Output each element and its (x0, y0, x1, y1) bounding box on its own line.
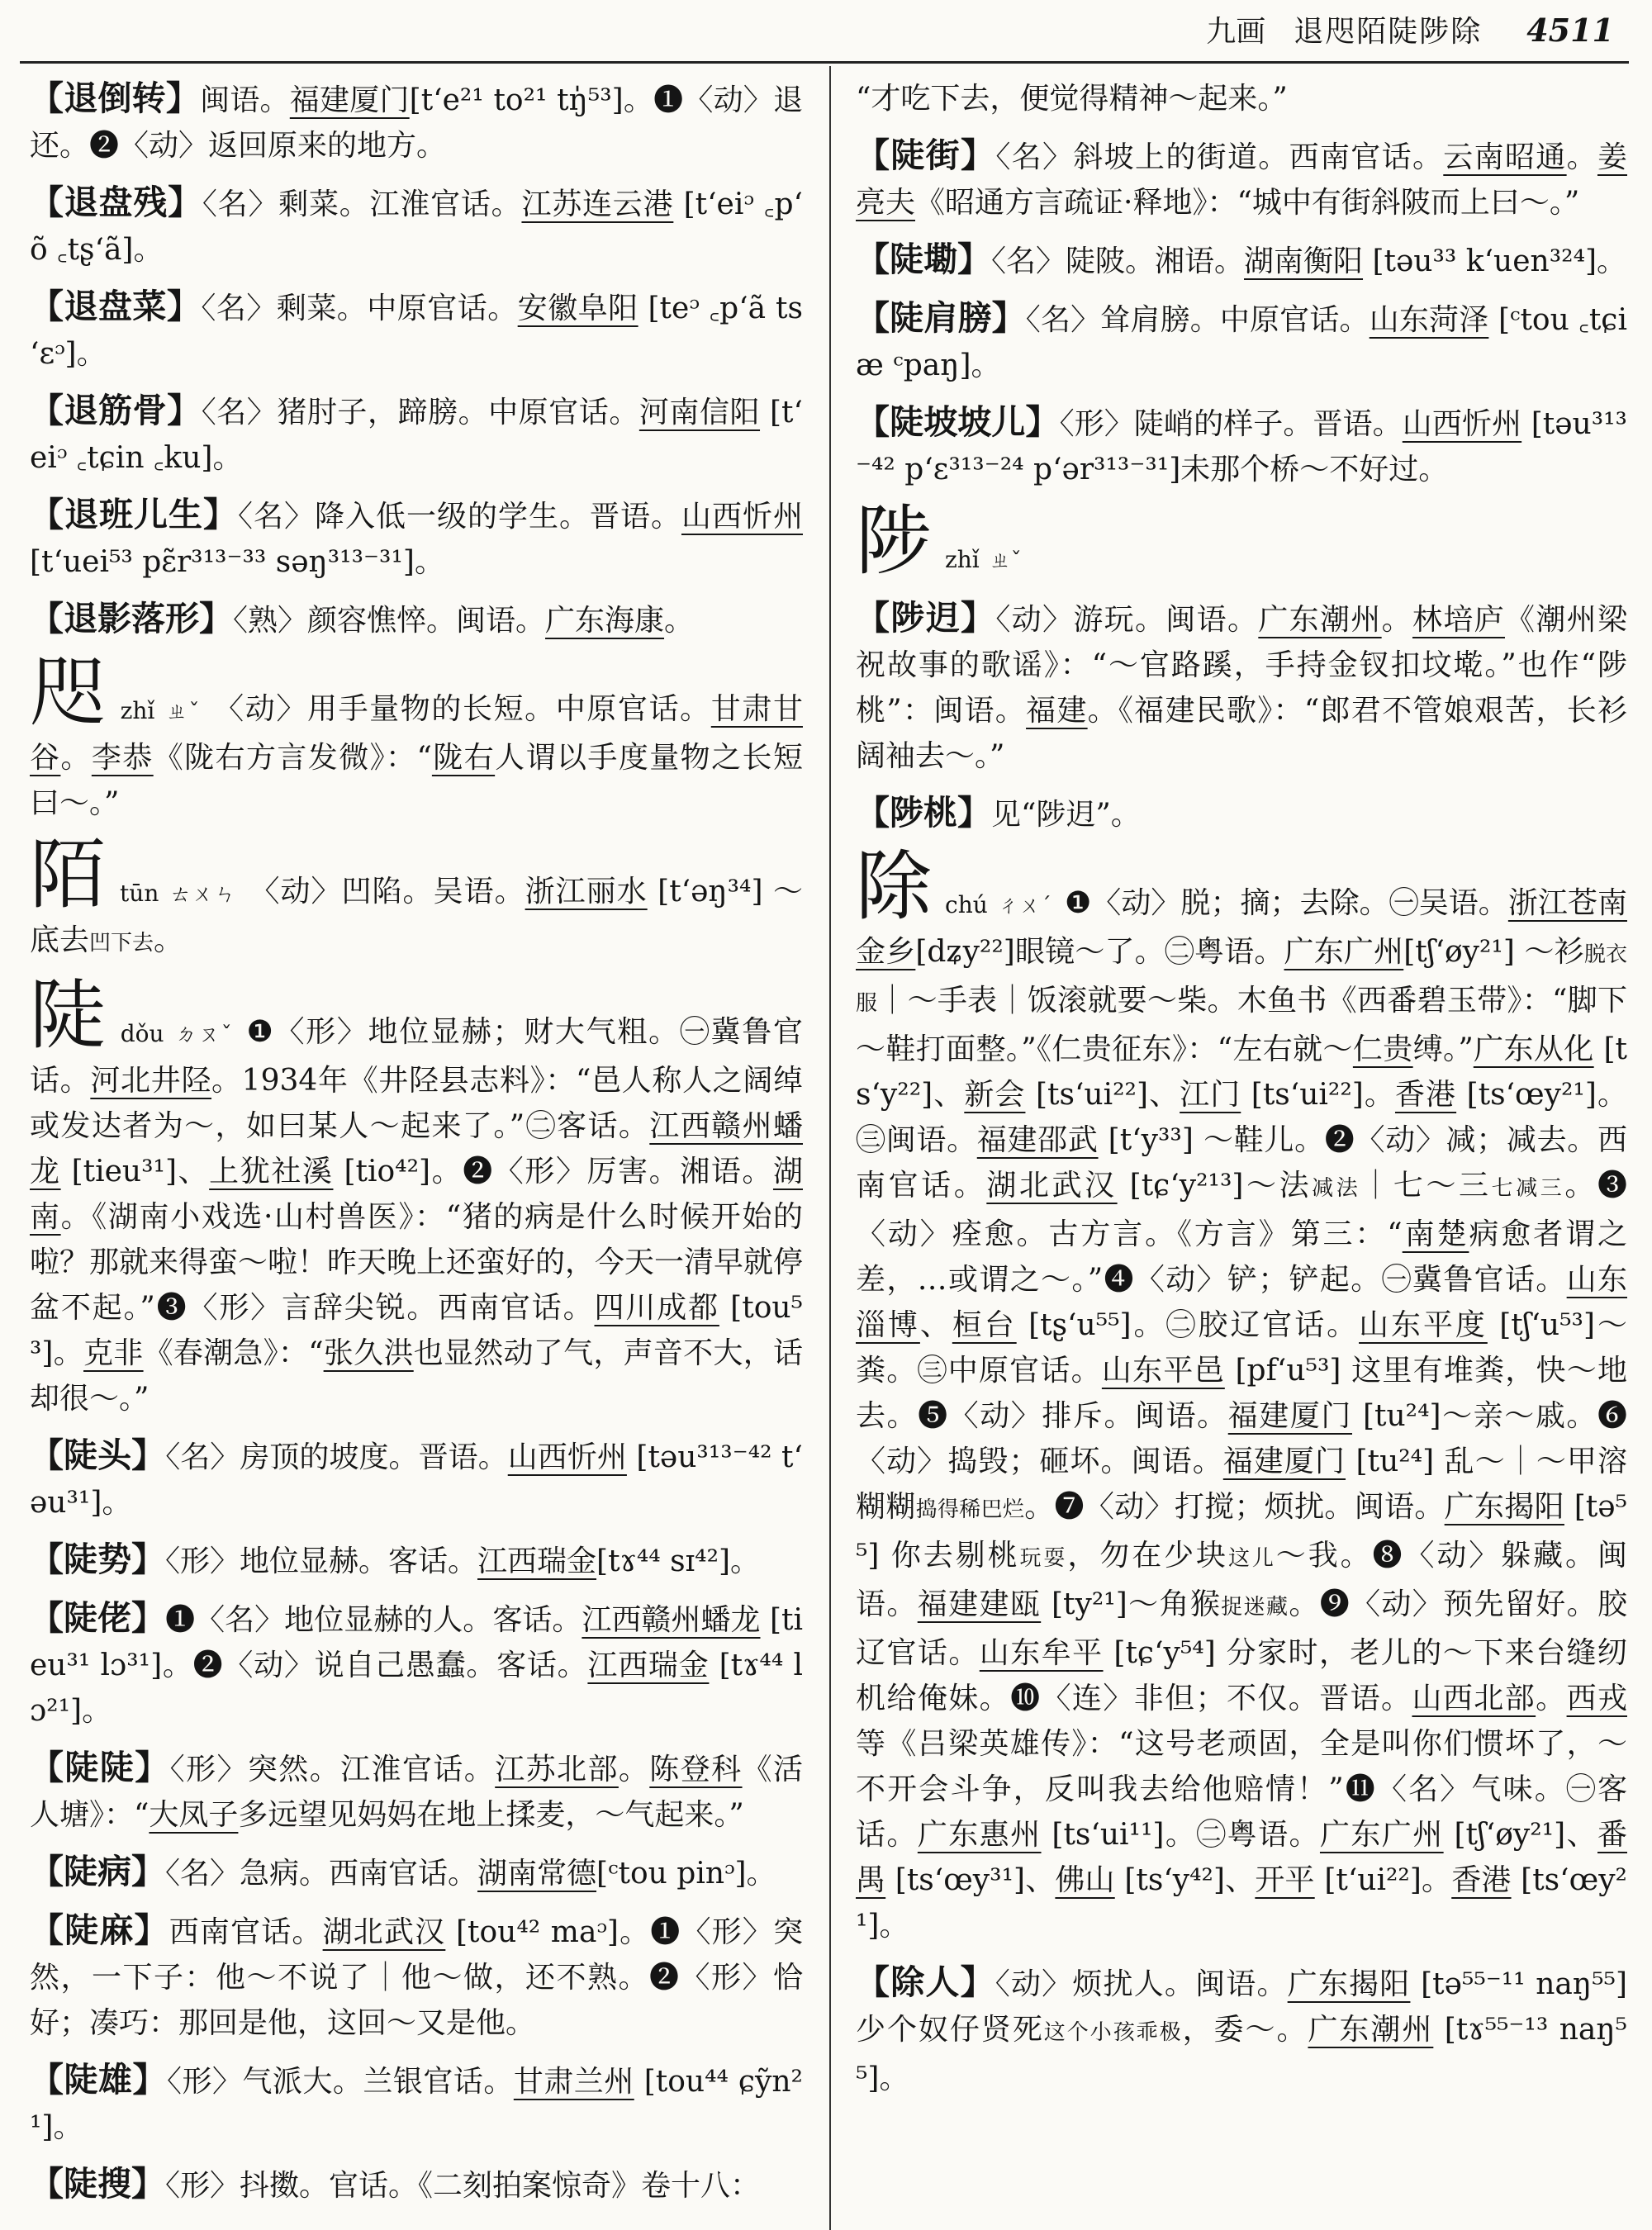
definition-text: [ty²¹]～角猴 (1041, 1587, 1222, 1621)
definition-text: 。 (664, 604, 695, 638)
underlined-name: 南楚 (1402, 1217, 1469, 1251)
underlined-name: 山东平度 (1359, 1308, 1488, 1342)
headword: 【陡墈】 (856, 240, 991, 279)
definition-text: 等《吕梁英雄传》：“这号老顽固，全是叫你们惯坏了，～不开会斗争，反叫我去给他赔情！”⓫〈名〉气味。㊀客话。 (856, 1727, 1627, 1852)
definition-text: 见“陟迌”。 (991, 798, 1141, 832)
headword: 【陡佬】 (30, 1598, 166, 1638)
underlined-name: 江门 (1180, 1078, 1241, 1112)
definition-text: 多远望见妈妈在地上揉麦，～气起来。” (238, 1798, 744, 1832)
headword: 【陡势】 (30, 1540, 165, 1579)
definition-text: 〈动〉凹陷。吴语。 (249, 875, 525, 909)
underlined-name: 福建邵武 (976, 1123, 1099, 1157)
underlined-name: 仁贵 (1352, 1032, 1413, 1066)
underlined-name: 番禺 (856, 1818, 1627, 1897)
definition-text: 〈名〉陡陂。湘语。 (991, 244, 1245, 278)
definition-text: [tsʻy²²]、 (856, 1032, 1627, 1112)
definition-text: 《活人塘》：“ (30, 1753, 803, 1832)
running-head (1206, 8, 1614, 58)
definition-text: [tieu³¹]、 (60, 1155, 210, 1189)
underlined-name: 福建 (1026, 694, 1088, 728)
definition-text: 。 (1566, 140, 1597, 174)
character-entry (30, 648, 803, 826)
underlined-name: 山东牟平 (979, 1636, 1104, 1670)
pinyin-reading: chú (945, 891, 988, 918)
definition-text: 、 (919, 1308, 952, 1342)
gloss-note: 这儿 (1227, 1546, 1276, 1571)
underlined-name: 河南信阳 (638, 396, 761, 429)
definition-text: [tsʻœy³¹]、 (885, 1863, 1056, 1897)
definition-text: 。1934年《井陉县志料》：“邑人称人之阔绰或发达者为～，如曰某人～起来了。”㊁客话。 (30, 1064, 803, 1143)
definition-text: 〈形〉陡峭的样子。晋语。 (1059, 407, 1403, 441)
definition-text: 《陇右方言发微》：“ (153, 741, 432, 775)
underlined-name: 甘肃甘谷 (30, 692, 803, 775)
underlined-name: 开平 (1255, 1863, 1315, 1897)
underlined-name: 香港 (1394, 1078, 1457, 1112)
definition-text: 闽语。 (200, 83, 290, 117)
zhuyin-reading: ㄓˇ (164, 700, 202, 724)
headword: 【陡陡】 (30, 1748, 170, 1787)
definition-text: 〈动〉烦扰人。闽语。 (995, 1967, 1288, 2001)
definition-text: [tsʻy⁴²]、 (1114, 1863, 1256, 1897)
compound-entry (856, 296, 1627, 388)
definition-text: [tʃʻu⁵³]～粪。㊂中原官话。 (856, 1308, 1627, 1388)
compound-entry (30, 284, 803, 377)
definition-text: 〈名〉急病。西南官话。 (165, 1857, 478, 1891)
underlined-name: 福建厦门 (1222, 1445, 1346, 1478)
underlined-name: 广东从化 (1473, 1032, 1594, 1066)
definition-text: 《昭通方言疏证·释地》：“城中有街斜陂而上曰～。” (915, 186, 1580, 220)
underlined-name: 山东平邑 (1101, 1354, 1225, 1388)
definition-text: [tʃʻøy²¹]、 (1443, 1818, 1597, 1852)
definition-text: [ᶜtou ꜀tɕiæ ᶜpaŋ]。 (856, 303, 1627, 382)
underlined-name: 广东惠州 (917, 1818, 1042, 1852)
definition-text: [tsʻui²²]。 (1241, 1078, 1395, 1112)
underlined-name: 甘肃兰州 (513, 2065, 634, 2099)
definition-text: 〈动〉用手量物的长短。中原官话。 (214, 692, 711, 726)
definition-text: [tʻui²²]。 (1314, 1863, 1452, 1897)
underlined-name: 江苏北部 (495, 1753, 619, 1786)
definition-text: ❶〈名〉地位显赫的人。客话。 (165, 1603, 582, 1637)
definition-text: [tɤ⁴⁴ lɔ²¹]。 (30, 1649, 803, 1728)
definition-text: 〈名〉房顶的坡度。晋语。 (165, 1440, 508, 1474)
underlined-name: 李恭 (91, 741, 154, 775)
zhuyin-reading: ㄉㄡˇ (173, 1022, 234, 1047)
compound-entry (30, 1745, 803, 1838)
definition-text: 〈名〉猪肘子，蹄膀。中原官话。 (201, 396, 639, 429)
definition-text: [tɤ⁴⁴ sɪ⁴²]。 (596, 1544, 761, 1578)
compound-entry (30, 1908, 803, 2046)
underlined-name: 广东揭阳 (1444, 1490, 1564, 1524)
underlined-name: 福建厦门 (289, 83, 410, 117)
underlined-name: 福建厦门 (1227, 1399, 1352, 1433)
page-headwords: 退咫陌陡陟除 (1294, 15, 1483, 49)
compound-entry (30, 388, 803, 481)
underlined-name: 湖北武汉 (986, 1169, 1118, 1203)
underlined-name: 佛山 (1055, 1863, 1115, 1897)
underlined-name: 湖北武汉 (322, 1915, 446, 1949)
definition-text: 。 (1381, 603, 1412, 637)
definition-text: 。 (60, 741, 92, 775)
underlined-name: 广东潮州 (1308, 2013, 1434, 2047)
definition-text: ❶〈动〉脱；摘；去除。㊀吴语。 (1064, 886, 1508, 920)
compound-entry (30, 492, 803, 585)
underlined-name: 林培庐 (1412, 603, 1505, 637)
underlined-name: 江西赣州蟠龙 (30, 1109, 803, 1189)
definition-text: [tio⁴²]。❷〈形〉厉害。湘语。 (333, 1155, 773, 1189)
underlined-name: 湖南 (30, 1155, 803, 1234)
definition-text: 〈熟〉颜容憔悴。闽语。 (233, 604, 546, 638)
definition-text: 病愈者谓之差，…或谓之～。”❹〈动〉铲；铲起。㊀冀鲁官话。 (856, 1217, 1627, 1297)
definition-text: [tou⁴² maᵓ]。❶〈形〉突然，一下子：他～不说了｜他～做，还不熟。❷〈形〉恰好；凑巧：那回是他，这回～又是他。 (30, 1915, 803, 2040)
headword: 【退倒转】 (30, 78, 201, 118)
definition-text: [tʂʻu⁵⁵]。㊁胶辽官话。 (1016, 1308, 1360, 1342)
compound-entry (30, 2057, 803, 2150)
underlined-name: 姜亮夫 (856, 140, 1627, 220)
underlined-name: 张久洪 (323, 1336, 414, 1370)
definition-text: 〈名〉降入低一级的学生。晋语。 (238, 500, 681, 534)
gloss-note: 脱衣服 (856, 942, 1627, 1016)
definition-text: [tʻeiᵓ ꜀pʻõ ꜀tʂʻã]。 (30, 187, 803, 267)
definition-text: 。 (154, 923, 184, 957)
definition-text: [tɕʻy⁵⁴] 分家时，老儿的～下来台缝纫机给俺妹。❿〈连〉非但；不仅。晋语。 (856, 1636, 1627, 1715)
headword: 【陟桃】 (856, 793, 991, 833)
underlined-name: 克非 (83, 1336, 144, 1370)
headword: 【陡麻】 (30, 1910, 169, 1950)
head-character: 陌 (30, 831, 107, 919)
underlined-name: 桓台 (952, 1308, 1017, 1342)
underlined-name: 浙江丽水 (525, 875, 648, 909)
definition-text: [tou⁴⁴ ɕỹn²¹]。 (30, 2065, 803, 2144)
definition-text: 〈名〉耸肩膀。中原官话。 (1025, 303, 1370, 337)
definition-text: 〈名〉剩菜。中原官话。 (201, 292, 518, 325)
header-rule (20, 61, 1629, 64)
definition-text: [tsʻœy²¹]。㊂闽语。 (856, 1078, 1627, 1157)
headword: 【陟迌】 (856, 598, 996, 638)
headword: 【陡雄】 (30, 2060, 167, 2100)
underlined-name: 湖南常德 (477, 1857, 597, 1891)
underlined-name: 山东淄博 (856, 1263, 1627, 1342)
headword: 【退筋骨】 (30, 391, 202, 430)
definition-text: ，委～。 (1182, 2013, 1308, 2047)
headword: 【退盘菜】 (30, 287, 202, 326)
character-entry (30, 831, 803, 966)
definition-text: [pfʻu⁵³] 这里有堆粪，快～地去。❺〈动〉排斥。闽语。 (856, 1354, 1627, 1433)
underlined-name: 山西北部 (1412, 1682, 1536, 1715)
compound-entry (856, 133, 1627, 225)
underlined-name: 广东广州 (1319, 1818, 1444, 1852)
column-divider (829, 66, 831, 2230)
definition-text: ～我。❽〈动〉躲藏。闽语。 (856, 1539, 1627, 1621)
underlined-name: 山西忻州 (507, 1440, 627, 1474)
character-entry (856, 842, 1627, 1948)
gloss-note: 这个小孩乖极 (1043, 2020, 1183, 2045)
underlined-name: 广东揭阳 (1287, 1967, 1411, 2001)
definition-text: [tou⁵³]。 (30, 1291, 803, 1370)
definition-text: 〈形〉气派大。兰银官话。 (166, 2065, 514, 2099)
gloss-note: 捉迷藏 (1221, 1595, 1289, 1620)
zhuyin-reading: ㄊㄨㄣ (169, 882, 237, 907)
underlined-name: 江西瑞金 (477, 1544, 597, 1578)
underlined-name: 广东海康 (545, 604, 665, 638)
left-column (30, 76, 803, 2218)
zhuyin-reading: ㄓˇ (989, 548, 1022, 573)
definition-text: 〈形〉抖擞。官话。《二刻拍案惊奇》卷十八： (165, 2169, 761, 2203)
definition-text: 西南官话。 (169, 1915, 323, 1949)
definition-text: 缚。” (1412, 1032, 1474, 1066)
definition-text: 。 (1536, 1682, 1567, 1715)
head-character: 除 (856, 842, 933, 931)
compound-entry (30, 2161, 803, 2209)
underlined-name: 西戎 (1566, 1682, 1627, 1715)
compound-entry (30, 1849, 803, 1896)
compound-entry (30, 76, 803, 168)
definition-text: [tʻeiᵓ ꜀tɕin ꜀ku]。 (30, 396, 803, 475)
gloss-note: 捣得稀巴烂 (915, 1497, 1025, 1522)
compound-entry (30, 1596, 803, 1734)
definition-text: [teᵓ ꜀pʻã tsʻɛᵓ]。 (30, 292, 803, 371)
definition-text: [tu²⁴] 乱～｜～甲溶糊糊 (856, 1445, 1627, 1524)
headword: 【陡肩膀】 (856, 298, 1026, 338)
definition-text: 〈形〉地位显赫。客话。 (165, 1544, 478, 1578)
underlined-name: 香港 (1451, 1863, 1512, 1897)
definition-text: [tə⁵⁵⁻¹¹ naŋ⁵⁵] 少个奴仔贤死 (856, 1967, 1627, 2047)
definition-text: 〈名〉剩菜。江淮官话。 (202, 187, 522, 221)
definition-text: [ᶜtou pinᵓ]。 (596, 1857, 776, 1891)
definition-text: 。《福建民歌》：“郎君不管娘艰苦，长衫阔袖去～。” (856, 694, 1627, 773)
underlined-name: 江西赣州蟠龙 (582, 1603, 761, 1637)
definition-text: [tsʻui¹¹]。㊁粤语。 (1041, 1818, 1320, 1852)
underlined-name: 山西忻州 (1402, 407, 1522, 441)
headword: 【退影落形】 (30, 599, 233, 638)
definition-text: [tʃʻøy²¹] ～衫 (1403, 935, 1584, 969)
underlined-name: 山西忻州 (681, 500, 803, 534)
underlined-name: 江苏连云港 (521, 187, 674, 221)
definition-text: 《春潮急》：“ (143, 1336, 324, 1370)
definition-text: 。 (618, 1753, 650, 1786)
definition-text: ｜～手表｜饭滚就要～柴。木鱼书《西番碧玉带》：“脚下～鞋打面整。”《仁贵征东》：“左右就～ (856, 984, 1627, 1066)
compound-entry (856, 1960, 1627, 2101)
underlined-name: 陇右 (431, 741, 496, 775)
definition-text: 。❼〈动〉打搅；烦扰。闽语。 (1024, 1490, 1445, 1524)
pinyin-reading: zhǐ (120, 697, 155, 724)
headword: 【陡搜】 (30, 2164, 165, 2204)
underlined-name: 陈登科 (649, 1753, 743, 1786)
gloss-note: 减法 (1312, 1176, 1361, 1201)
definition-text: 人谓以手度量物之长短曰～。” (30, 741, 803, 820)
underlined-name: 河北井陉 (90, 1064, 212, 1098)
compound-entry (30, 1537, 803, 1584)
headword: 【陡坡坡儿】 (856, 402, 1060, 442)
underlined-name: 福建建瓯 (917, 1587, 1042, 1621)
underlined-name: 浙江苍南金乡 (856, 886, 1627, 969)
underlined-name: 广东广州 (1284, 935, 1404, 969)
compound-entry (30, 1433, 803, 1525)
underlined-name: 新会 (964, 1078, 1026, 1112)
definition-text: 《潮州梁祝故事的歌谣》：“～官路蹊，手持金钗扣坟墘。”也作“陟桃”：闽语。 (856, 603, 1627, 728)
definition-text: [təu³¹³⁻⁴² tʻəu³¹]。 (30, 1440, 803, 1520)
definition-text: [təu³¹³⁻⁴² pʻɛ³¹³⁻²⁴ pʻər³¹³⁻³¹]未那个桥～不好过。 (856, 407, 1627, 486)
definition-text: [tʻuei⁵³ pɛ̃r³¹³⁻³³ səŋ³¹³⁻³¹]。 (30, 545, 444, 579)
definition-text: 。《湖南小戏选·山村兽医》：“猪的病是什么时候开始的啦？那就来得蛮～啦！昨天晚上还蛮好的，今天一清早就停盆不起。”❸〈形〉言辞尖锐。西南官话。 (30, 1200, 803, 1325)
compound-entry (856, 400, 1627, 492)
definition-text: ❶〈形〉地位显赫；财大气粗。㊀冀鲁官话。 (30, 1015, 803, 1098)
definition-text: [tɕʻy²¹³]～法 (1117, 1169, 1313, 1203)
gloss-note: 玩耍 (1019, 1546, 1068, 1571)
headword: 【陡病】 (30, 1852, 165, 1891)
definition-text: [tsʻœy²¹]。 (856, 1863, 1627, 1943)
definition-text: 〈动〉游玩。闽语。 (995, 603, 1259, 637)
definition-text: 也显然动了气，声音不大，话却很～。” (30, 1336, 803, 1416)
right-column (856, 76, 1627, 2218)
underlined-name: 江西瑞金 (587, 1649, 710, 1682)
underlined-name: 四川成都 (594, 1291, 719, 1325)
headword: 【退盘残】 (30, 183, 202, 222)
definition-text: [dʑy²²]眼镜～了。㊁粤语。 (915, 935, 1284, 969)
underlined-name: 上犹社溪 (209, 1155, 334, 1189)
definition-text: 。❾〈动〉预先留好。胶辽官话。 (856, 1587, 1627, 1670)
underlined-name: 安徽阜阳 (517, 292, 638, 325)
compound-entry (856, 237, 1627, 284)
headword: 【退班儿生】 (30, 495, 238, 534)
page-number: 4511 (1526, 12, 1614, 49)
underlined-name: 湖南衡阳 (1244, 244, 1364, 278)
definition-text: 。❸〈动〉痊愈。古方言。《方言》第三：“ (856, 1169, 1627, 1251)
underlined-name: 云南昭通 (1443, 140, 1567, 174)
head-character: 咫 (30, 648, 107, 737)
pinyin-reading: zhǐ (945, 546, 980, 573)
pinyin-reading: dǒu (120, 1020, 164, 1047)
character-entry (30, 971, 803, 1421)
definition-text: [tʻe²¹ to²¹ tŋ̍⁵³]。❶〈动〉退还。❷〈动〉返回原来的地方。 (30, 83, 803, 163)
definition-text: [tə⁵⁵] 你去剔桃 (856, 1490, 1627, 1573)
underlined-name: 广东潮州 (1258, 603, 1382, 637)
pinyin-reading: tūn (120, 880, 159, 907)
definition-text: [tʻəŋ³⁴] ～底去 (30, 875, 803, 957)
underlined-name: 大凤子 (149, 1798, 239, 1832)
zhuyin-reading: ㄔㄨˊ (997, 894, 1051, 918)
character-entry (856, 497, 1627, 586)
headword: 【陡头】 (30, 1435, 166, 1475)
definition-text: ｜七～三 (1360, 1169, 1492, 1203)
definition-text: 〈形〉突然。江淮官话。 (169, 1753, 496, 1786)
compound-entry (856, 790, 1627, 837)
definition-text: ，勿在少块 (1067, 1539, 1228, 1573)
definition-text: [tieu³¹ lɔ³¹]。❷〈动〉说自己愚蠢。客话。 (30, 1603, 803, 1682)
compound-entry (30, 596, 803, 643)
gloss-note: 凹下去 (89, 931, 154, 956)
head-character: 陟 (856, 497, 933, 586)
stroke-section: 九画 (1206, 15, 1266, 49)
gloss-note: 七减三 (1491, 1176, 1565, 1201)
compound-entry (856, 595, 1627, 779)
headword: 【陡街】 (856, 135, 996, 175)
headword: 【除人】 (856, 1962, 995, 2002)
underlined-name: 山东菏泽 (1369, 303, 1489, 337)
definition-text: [tʻy³³] ～鞋儿。❷〈动〉减；减去。西南官话。 (856, 1123, 1627, 1203)
definition-text: [tsʻui²²]、 (1025, 1078, 1180, 1112)
definition-text: 〈名〉斜坡上的街道。西南官话。 (995, 140, 1444, 174)
compound-entry (30, 180, 803, 273)
definition-text: [tu²⁴]～亲～戚。❻〈动〉捣毁；砸坏。闽语。 (856, 1399, 1627, 1478)
definition-text: [tɤ⁵⁵⁻¹³ naŋ⁵⁵]。 (856, 2013, 1627, 2095)
definition-text: “才吃下去，便觉得精神～起来。” (856, 82, 1288, 116)
definition-text: [təu³³ kʻuen³²⁴]。 (1363, 244, 1627, 278)
head-character: 陡 (30, 971, 107, 1060)
entry-continuation (856, 76, 1627, 121)
